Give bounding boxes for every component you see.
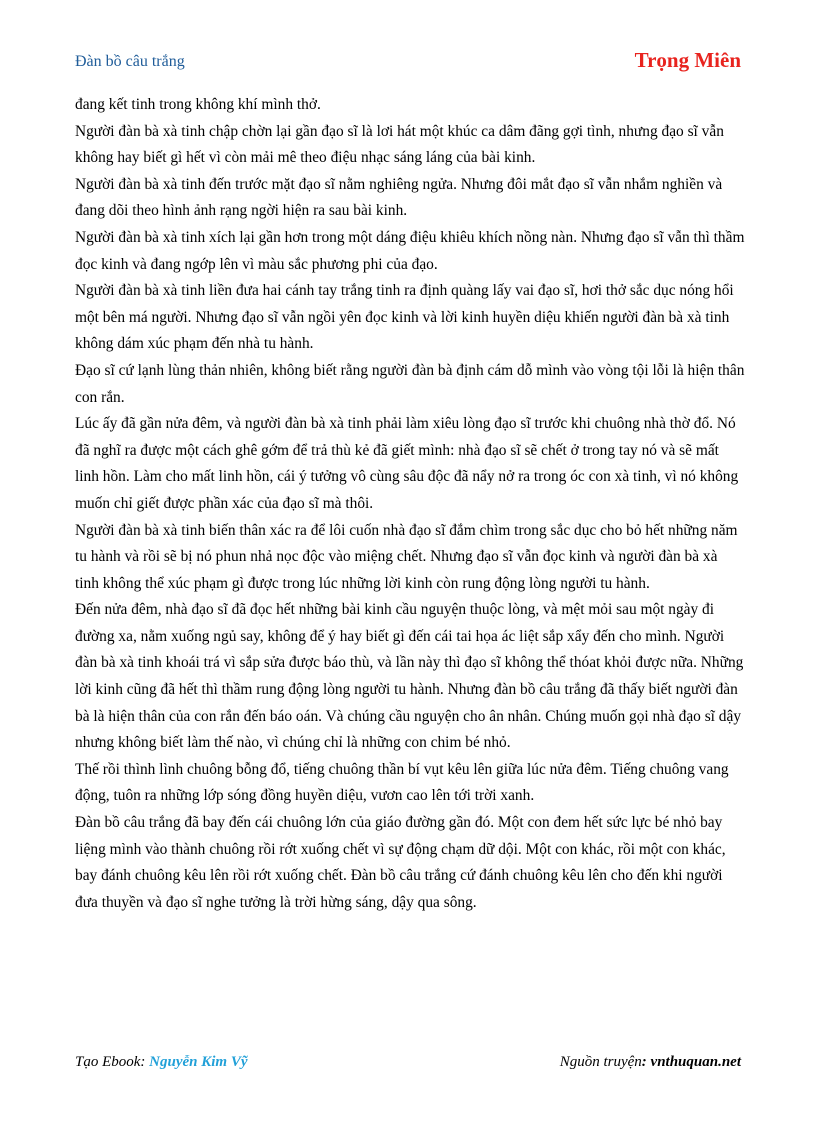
source-separator: : (641, 1054, 651, 1070)
source-label: Nguồn truyện (559, 1054, 642, 1070)
page-footer (75, 1054, 741, 1078)
paragraph: Người đàn bà xà tinh biến thân xác ra để lôi cuốn nhà đạo sĩ đắm chìm trong sắc dục cho bỏ hết những năm tu hành và rồi sẽ bị nó phun nhả nọc độc vào miệng chết. Nhưng đạo sĩ vẫn đọc kinh và người đàn bà xà tinh không thể xúc phạm gì được trong lúc những lời kinh còn rung động lòng người tu hành. (75, 521, 738, 592)
source-site: vnthuquan.net (650, 1054, 741, 1070)
page-header (75, 48, 741, 78)
paragraph: Người đàn bà xà tinh đến trước mặt đạo sĩ nằm nghiêng ngửa. Nhưng đôi mắt đạo sĩ vẫn nhắm nghiền và đang dõi theo hình ảnh rạng ngời hiện ra sau bài kinh. (75, 175, 723, 220)
paragraph: Lúc ấy đã gần nửa đêm, và người đàn bà xà tinh phải làm xiêu lòng đạo sĩ trước khi chuông nhà thờ đổ. Nó đã nghĩ ra được một cách ghê gớm để trả thù kẻ đã giết mình: nhà đạo sĩ sẽ chết ở trong tay nó và sẽ mất linh hồn. Làm cho mất linh hồn, cái ý tưởng vô cùng sâu độc đã nẩy nở ra trong óc con xà tinh, vì nó không muốn chỉ giết được phần xác của đạo sĩ mà thôi. (75, 415, 739, 512)
paragraph: Người đàn bà xà tinh liền đưa hai cánh tay trắng tinh ra định quàng lấy vai đạo sĩ, hơi thở sắc dục nóng hổi một bên má người. Nhưng đạo sĩ vẫn ngồi yên đọc kinh và lời kinh huyền diệu khiến người đàn bà xà tinh không dám xúc phạm đến nhà tu hành. (75, 282, 734, 353)
paragraph: Thế rồi thình lình chuông bỗng đổ, tiếng chuông thần bí vụt kêu lên giữa lúc nửa đêm. Tiếng chuông vang động, tuôn ra những lớp sóng đồng huyền diệu, vươn cao lên tới trời xanh. (75, 760, 729, 805)
ebook-credit (75, 1054, 248, 1071)
paragraph: Người đàn bà xà tinh xích lại gần hơn trong một dáng điệu khiêu khích nồng nàn. Nhưng đạo sĩ vẫn thì thầm đọc kinh và đang ngớp lên vì màu sắc phương phi của đạo. (75, 228, 745, 273)
source-credit (560, 1054, 741, 1071)
ebook-label: Tạo Ebook (75, 1054, 141, 1070)
paragraph: Đến nửa đêm, nhà đạo sĩ đã đọc hết những bài kinh cầu nguyện thuộc lòng, và mệt mỏi sau một ngày đi đường xa, nằm xuống ngủ say, không để ý hay biết gì đến cái tai họa ác liệt sắp xẩy đến cho mình. Người đàn bà xà tinh khoái trá vì sắp sửa được báo thù, và lần này thì đạo sĩ không thể thóat khỏi được nữa. Những lời kinh cũng đã hết thì thầm rung động lòng người tu hành. Nhưng đàn bồ câu trắng đã thấy biết người đàn bà là hiện thân của con rắn đến báo oán. Và chúng cầu nguyện cho ân nhân. Chúng muốn gọi nhà đạo sĩ dậy nhưng không biết làm thế nào, vì chúng chỉ là những con chim bé nhỏ. (75, 601, 744, 752)
paragraph: đang kết tinh trong không khí mình thở. (75, 96, 321, 113)
paragraph: Đàn bồ câu trắng đã bay đến cái chuông lớn của giáo đường gần đó. Một con đem hết sức lực bé nhỏ bay liệng mình vào thành chuông rồi rớt xuống chết vì sự động chạm dữ dội. Một con khác, rồi một con khác, bay đánh chuông kêu lên rồi rớt xuống chết. Đàn bồ câu trắng cứ đánh chuông kêu lên cho đến khi người đưa thuyền và đạo sĩ nghe tưởng là trời hừng sáng, dậy qua sông. (75, 814, 726, 911)
paragraph: Đạo sĩ cứ lạnh lùng thản nhiên, không biết rằng người đàn bà định cám dỗ mình vào vòng tội lỗi là hiện thân con rắn. (75, 361, 745, 406)
book-title: Đàn bồ câu trắng (75, 53, 185, 70)
ebook-creator: Nguyễn Kim Vỹ (149, 1054, 248, 1070)
page-content (75, 92, 745, 916)
author-name: Trọng Miên (634, 48, 741, 72)
paragraph: Người đàn bà xà tinh chập chờn lại gần đạo sĩ là lơi hát một khúc ca dâm đãng gợi tình, nhưng đạo sĩ vẫn không hay biết gì hết vì còn mải mê theo điệu nhạc sáng láng của bài kinh. (75, 122, 724, 167)
ebook-separator: : (140, 1054, 150, 1070)
